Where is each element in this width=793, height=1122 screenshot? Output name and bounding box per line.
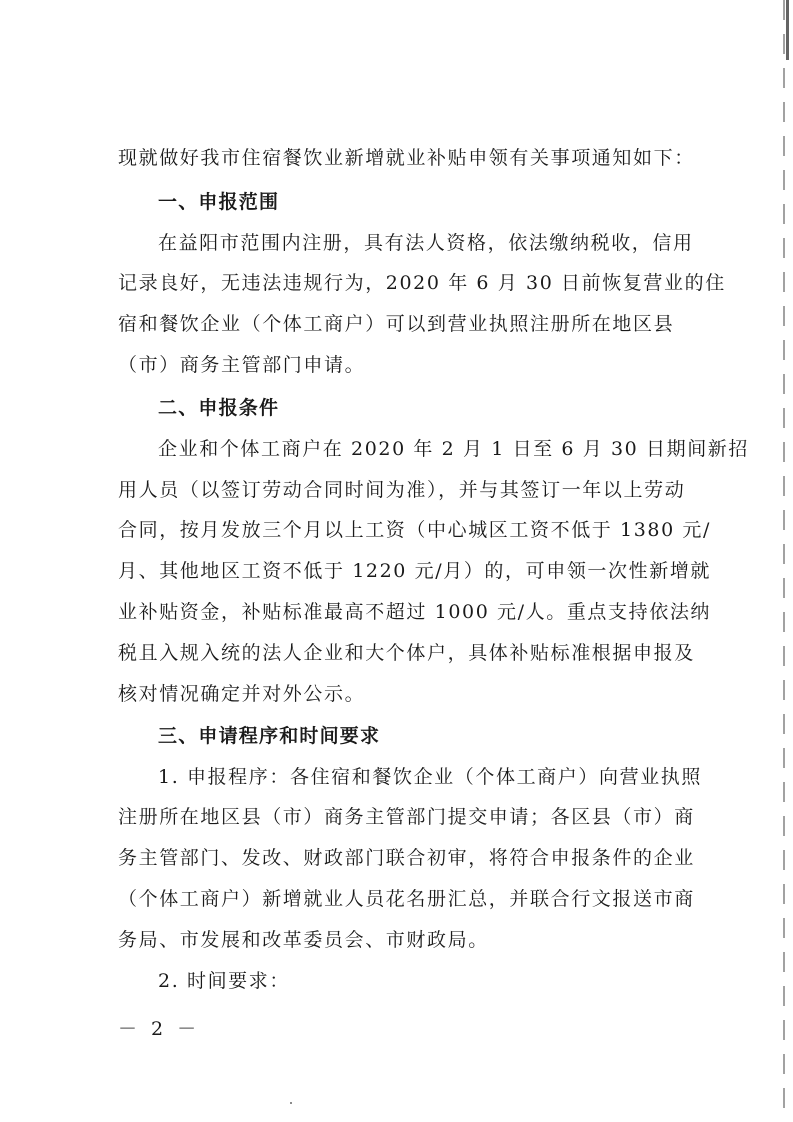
page-number: － 2 － [118,1018,201,1040]
paragraph-line: 月、其他地区工资不低于 1220 元/月）的，可申领一次性新增就 [118,560,712,582]
paragraph-line: 核对情况确定并对外公示。 [118,683,366,705]
paragraph-line: （市）商务主管部门申请。 [118,354,366,376]
paragraph-line: （个体工商户）新增就业人员花名册汇总，并联合行文报送市商 [118,888,695,910]
scan-edge-line [783,0,785,1122]
paragraph-line: 务主管部门、发改、财政部门联合初审，将符合申报条件的企业 [118,847,695,869]
paragraph-line: 合同，按月发放三个月以上工资（中心城区工资不低于 1380 元/ [118,519,712,541]
paragraph-line: 1. 申报程序：各住宿和餐饮企业（个体工商户）向营业执照 [158,766,702,788]
paragraph-line: 业补贴资金，补贴标准最高不超过 1000 元/人。重点支持依法纳 [118,601,712,623]
paragraph-line: 用人员（以签订劳动合同时间为准），并与其签订一年以上劳动 [118,479,686,501]
intro-paragraph: 现就做好我市住宿餐饮业新增就业补贴申领有关事项通知如下： [118,147,695,169]
paragraph-line: 宿和餐饮企业（个体工商户）可以到营业执照注册所在地区县 [118,313,675,335]
paragraph-line: 在益阳市范围内注册，具有法人资格，依法缴纳税收，信用 [158,232,694,254]
paragraph-line: 税且入规入统的法人企业和大个体户，具体补贴标准根据申报及 [118,642,695,664]
section-heading-conditions: 二、申报条件 [158,397,280,419]
paragraph-line: 注册所在地区县（市）商务主管部门提交申请；各区县（市）商 [118,806,695,828]
paragraph-line: 企业和个体工商户在 2020 年 2 月 1 日至 6 月 30 日期间新招 [158,438,749,460]
paragraph-line: 务局、市发展和改革委员会、市财政局。 [118,929,489,951]
scan-speck [290,1102,292,1104]
paragraph-line: 2. 时间要求： [158,970,290,992]
section-heading-scope: 一、申报范围 [158,191,280,213]
section-heading-procedure: 三、申请程序和时间要求 [158,725,381,747]
paragraph-line: 记录良好，无违法违规行为，2020 年 6 月 30 日前恢复营业的住 [118,272,726,294]
scan-edge-mark [786,0,789,60]
